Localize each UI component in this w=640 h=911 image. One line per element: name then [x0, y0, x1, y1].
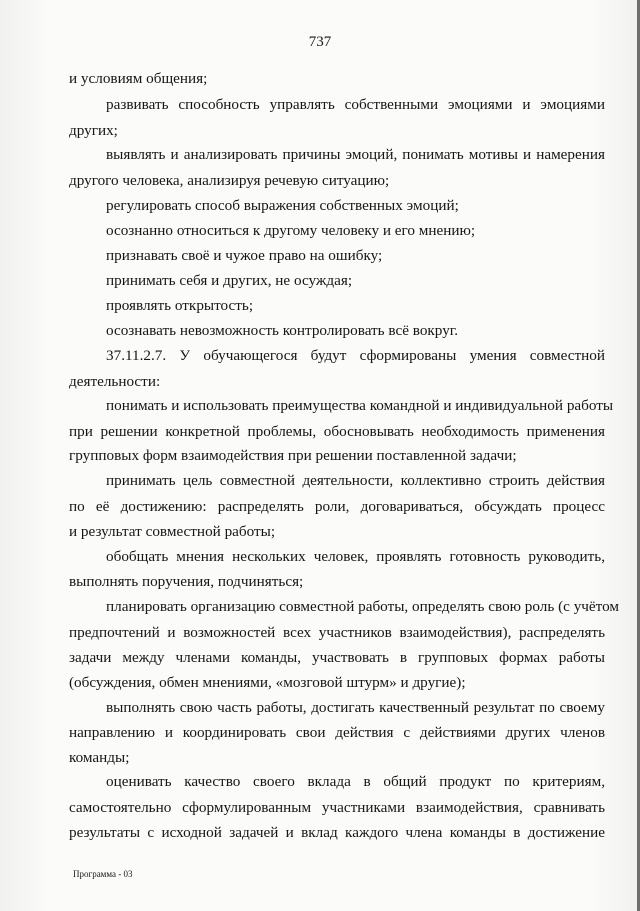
- section-heading-line: 37.11.2.7. У обучающегося будут сформированы умения совместной: [106, 347, 605, 364]
- page-number: 737: [308, 34, 332, 50]
- text-line: регулировать способ выражения собственных эмоций;: [106, 197, 459, 214]
- text-line: самостоятельно сформулированным участниками взаимодействия, сравнивать: [69, 799, 605, 816]
- text-line: и результат совместной работы;: [69, 523, 276, 540]
- text-line: выполнять поручения, подчиняться;: [69, 573, 304, 590]
- text-line: команды;: [69, 749, 130, 766]
- text-line: задачи между членами команды, участвовать в групповых формах работы: [69, 649, 605, 666]
- text-line: обобщать мнения нескольких человек, проявлять готовность руководить,: [106, 548, 605, 565]
- text-line: осознавать невозможность контролировать всё вокруг.: [106, 322, 459, 339]
- text-line: другого человека, анализируя речевую ситуацию;: [69, 172, 390, 189]
- text-line: групповых форм взаимодействия при решении поставленной задачи;: [69, 447, 517, 464]
- text-line: направлению и координировать свои действия с действиями других членов: [69, 724, 605, 741]
- text-line: деятельности:: [69, 373, 161, 390]
- text-line: развивать способность управлять собственными эмоциями и эмоциями: [106, 96, 605, 113]
- text-line: результаты с исходной задачей и вклад каждого члена команды в достижение: [69, 824, 605, 841]
- text-line: выполнять свою часть работы, достигать качественный результат по своему: [106, 699, 605, 716]
- text-line: проявлять открытость;: [106, 297, 254, 314]
- page-footer: Программа - 03: [73, 869, 133, 879]
- text-line: выявлять и анализировать причины эмоций, понимать мотивы и намерения: [106, 146, 605, 163]
- text-line: осознанно относиться к другому человеку и его мнению;: [106, 222, 476, 239]
- text-line: при решении конкретной проблемы, обосновывать необходимость применения: [69, 423, 605, 440]
- text-line: предпочтений и возможностей всех участников взаимодействия), распределять: [69, 624, 605, 641]
- text-line: понимать и использовать преимущества командной и индивидуальной работы: [106, 397, 614, 414]
- text-line: принимать цель совместной деятельности, коллективно строить действия: [106, 472, 605, 489]
- text-line: признавать своё и чужое право на ошибку;: [106, 247, 383, 264]
- text-line: оценивать качество своего вклада в общий продукт по критериям,: [106, 773, 605, 790]
- text-line: других;: [69, 122, 118, 139]
- text-line: и условиям общения;: [69, 70, 208, 87]
- text-line: принимать себя и других, не осуждая;: [106, 272, 353, 289]
- text-line: по её достижению: распределять роли, договариваться, обсуждать процесс: [69, 498, 605, 515]
- text-line: планировать организацию совместной работы, определять свою роль (с учётом: [106, 598, 620, 615]
- text-line: (обсуждения, обмен мнениями, «мозговой штурм» и другие);: [69, 674, 466, 691]
